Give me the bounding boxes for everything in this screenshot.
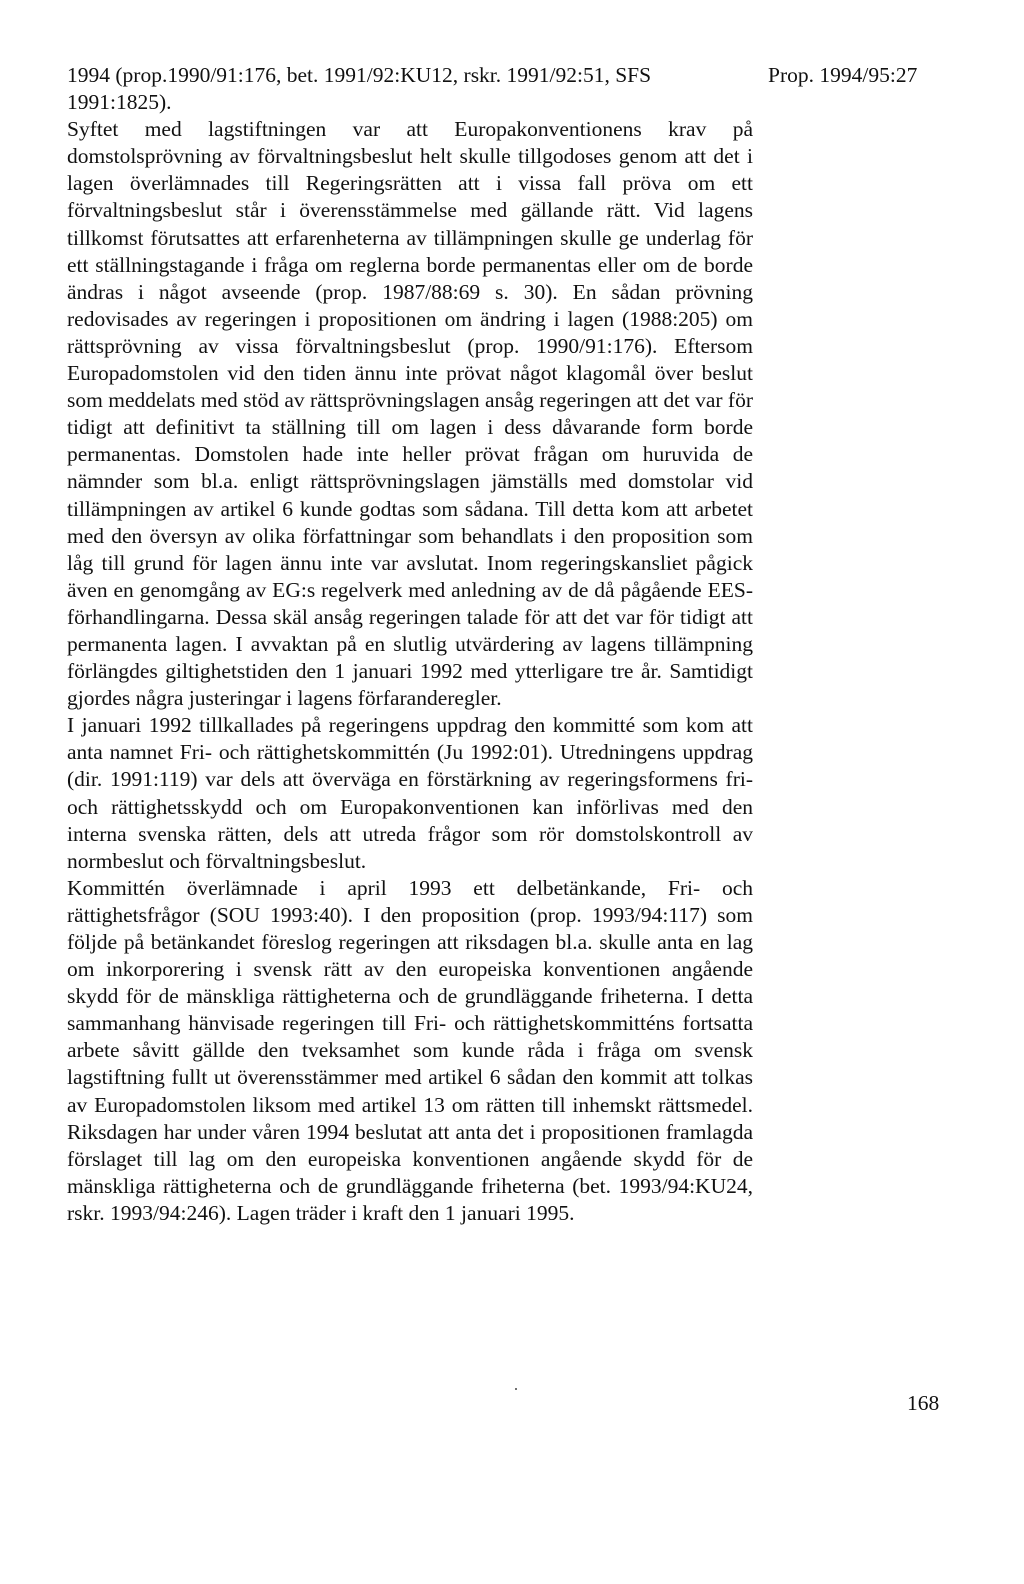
print-speck — [515, 1388, 517, 1390]
page-number: 168 — [907, 1391, 940, 1415]
body-text — [67, 62, 753, 1227]
paragraph-3: I januari 1992 tillkallades på regeringens uppdrag den kommitté som kom att anta namnet Fri- och rättighetskommittén (Ju 1992:01). Utredningens uppdrag (dir. 1991:119) var dels att överväga en förstärkning av regeringsformens fri- och rättighetsskydd och om Europakonventionen kan införlivas med den interna svenska rätten, dels att utreda frågor som rör domstolskontroll av normbeslut och förvaltningsbeslut. — [67, 713, 753, 873]
paragraph-1: 1994 (prop.1990/91:176, bet. 1991/92:KU12, rskr. 1991/92:51, SFS 1991:1825). — [67, 63, 652, 115]
paragraph-2: Syftet med lagstiftningen var att Europakonventionens krav på domstolsprövning av förvaltningsbeslut helt skulle tillgodoses genom att det i lagen överlämnades till Regeringsrätten att i vissa fall pröva om ett förvaltningsbeslut står i överensstämmelse med gällande rätt. Vid lagens tillkomst förutsattes att erfarenheterna av tillämpningen skulle ge underlag för ett ställningstagande i fråga om reglerna borde permanentas eller om de borde ändras i något avseende (prop. 1987/88:69 s. 30). En sådan prövning redovisades av regeringen i propositionen om ändring i lagen (1988:205) om rättsprövning av vissa förvaltningsbeslut (prop. 1990/91:176). Eftersom Europadomstolen vid den tiden ännu inte prövat något klagomål över beslut som meddelats med stöd av rättsprövningslagen ansåg regeringen att det var för tidigt att definitivt ta ställning till om lagen i dess dåvarande form borde permanentas. Domstolen hade inte heller prövat frågan om huruvida de nämnder som bl.a. enligt rättsprövningslagen jämställs med domstolar vid tillämpningen av artikel 6 kunde godtas som sådana. Till detta kom att arbetet med den översyn av olika författningar som behandlats i den proposition som låg till grund för lagen ännu inte var avslutat. Inom regeringskansliet pågick även en genomgång av EG:s regelverk med anledning av de då pågående EES-förhandlingarna. Dessa skäl ansåg regeringen talade för att det var för tidigt att permanenta lagen. I avvaktan på en slutlig utvärdering av lagens tillämpning förlängdes giltighetstiden den 1 januari 1992 med ytterligare tre år. Samtidigt gjordes några justeringar i lagens förfaranderegler. — [67, 117, 754, 711]
paragraph-4: Kommittén överlämnade i april 1993 ett delbetänkande, Fri- och rättighetsfrågor (SOU 1993:40). I den proposition (prop. 1993/94:117) som följde på betänkandet föreslog regeringen att riksdagen bl.a. skulle anta en lag om inkorporering i svensk rätt av den europeiska konventionen angående skydd för de mänskliga rättigheterna och de grundläggande friheterna. I detta sammanhang hänvisade regeringen till Fri- och rättighetskommitténs fortsatta arbete såvitt gällde den tveksamhet som kunde råda i fråga om svensk lagstiftning fullt ut överensstämmer med artikel 6 sådan den kommit att tolkas av Europadomstolen liksom med artikel 13 om rätten till inhemskt rättsmedel. Riksdagen har under våren 1994 beslutat att anta det i propositionen framlagda förslaget till lag om den europeiska konventionen angående skydd för de mänskliga rättigheterna och de grundläggande friheterna (bet. 1993/94:KU24, rskr. 1993/94:246). Lagen träder i kraft den 1 januari 1995. — [67, 875, 753, 1225]
proposition-reference: Prop. 1994/95:27 — [768, 63, 918, 87]
